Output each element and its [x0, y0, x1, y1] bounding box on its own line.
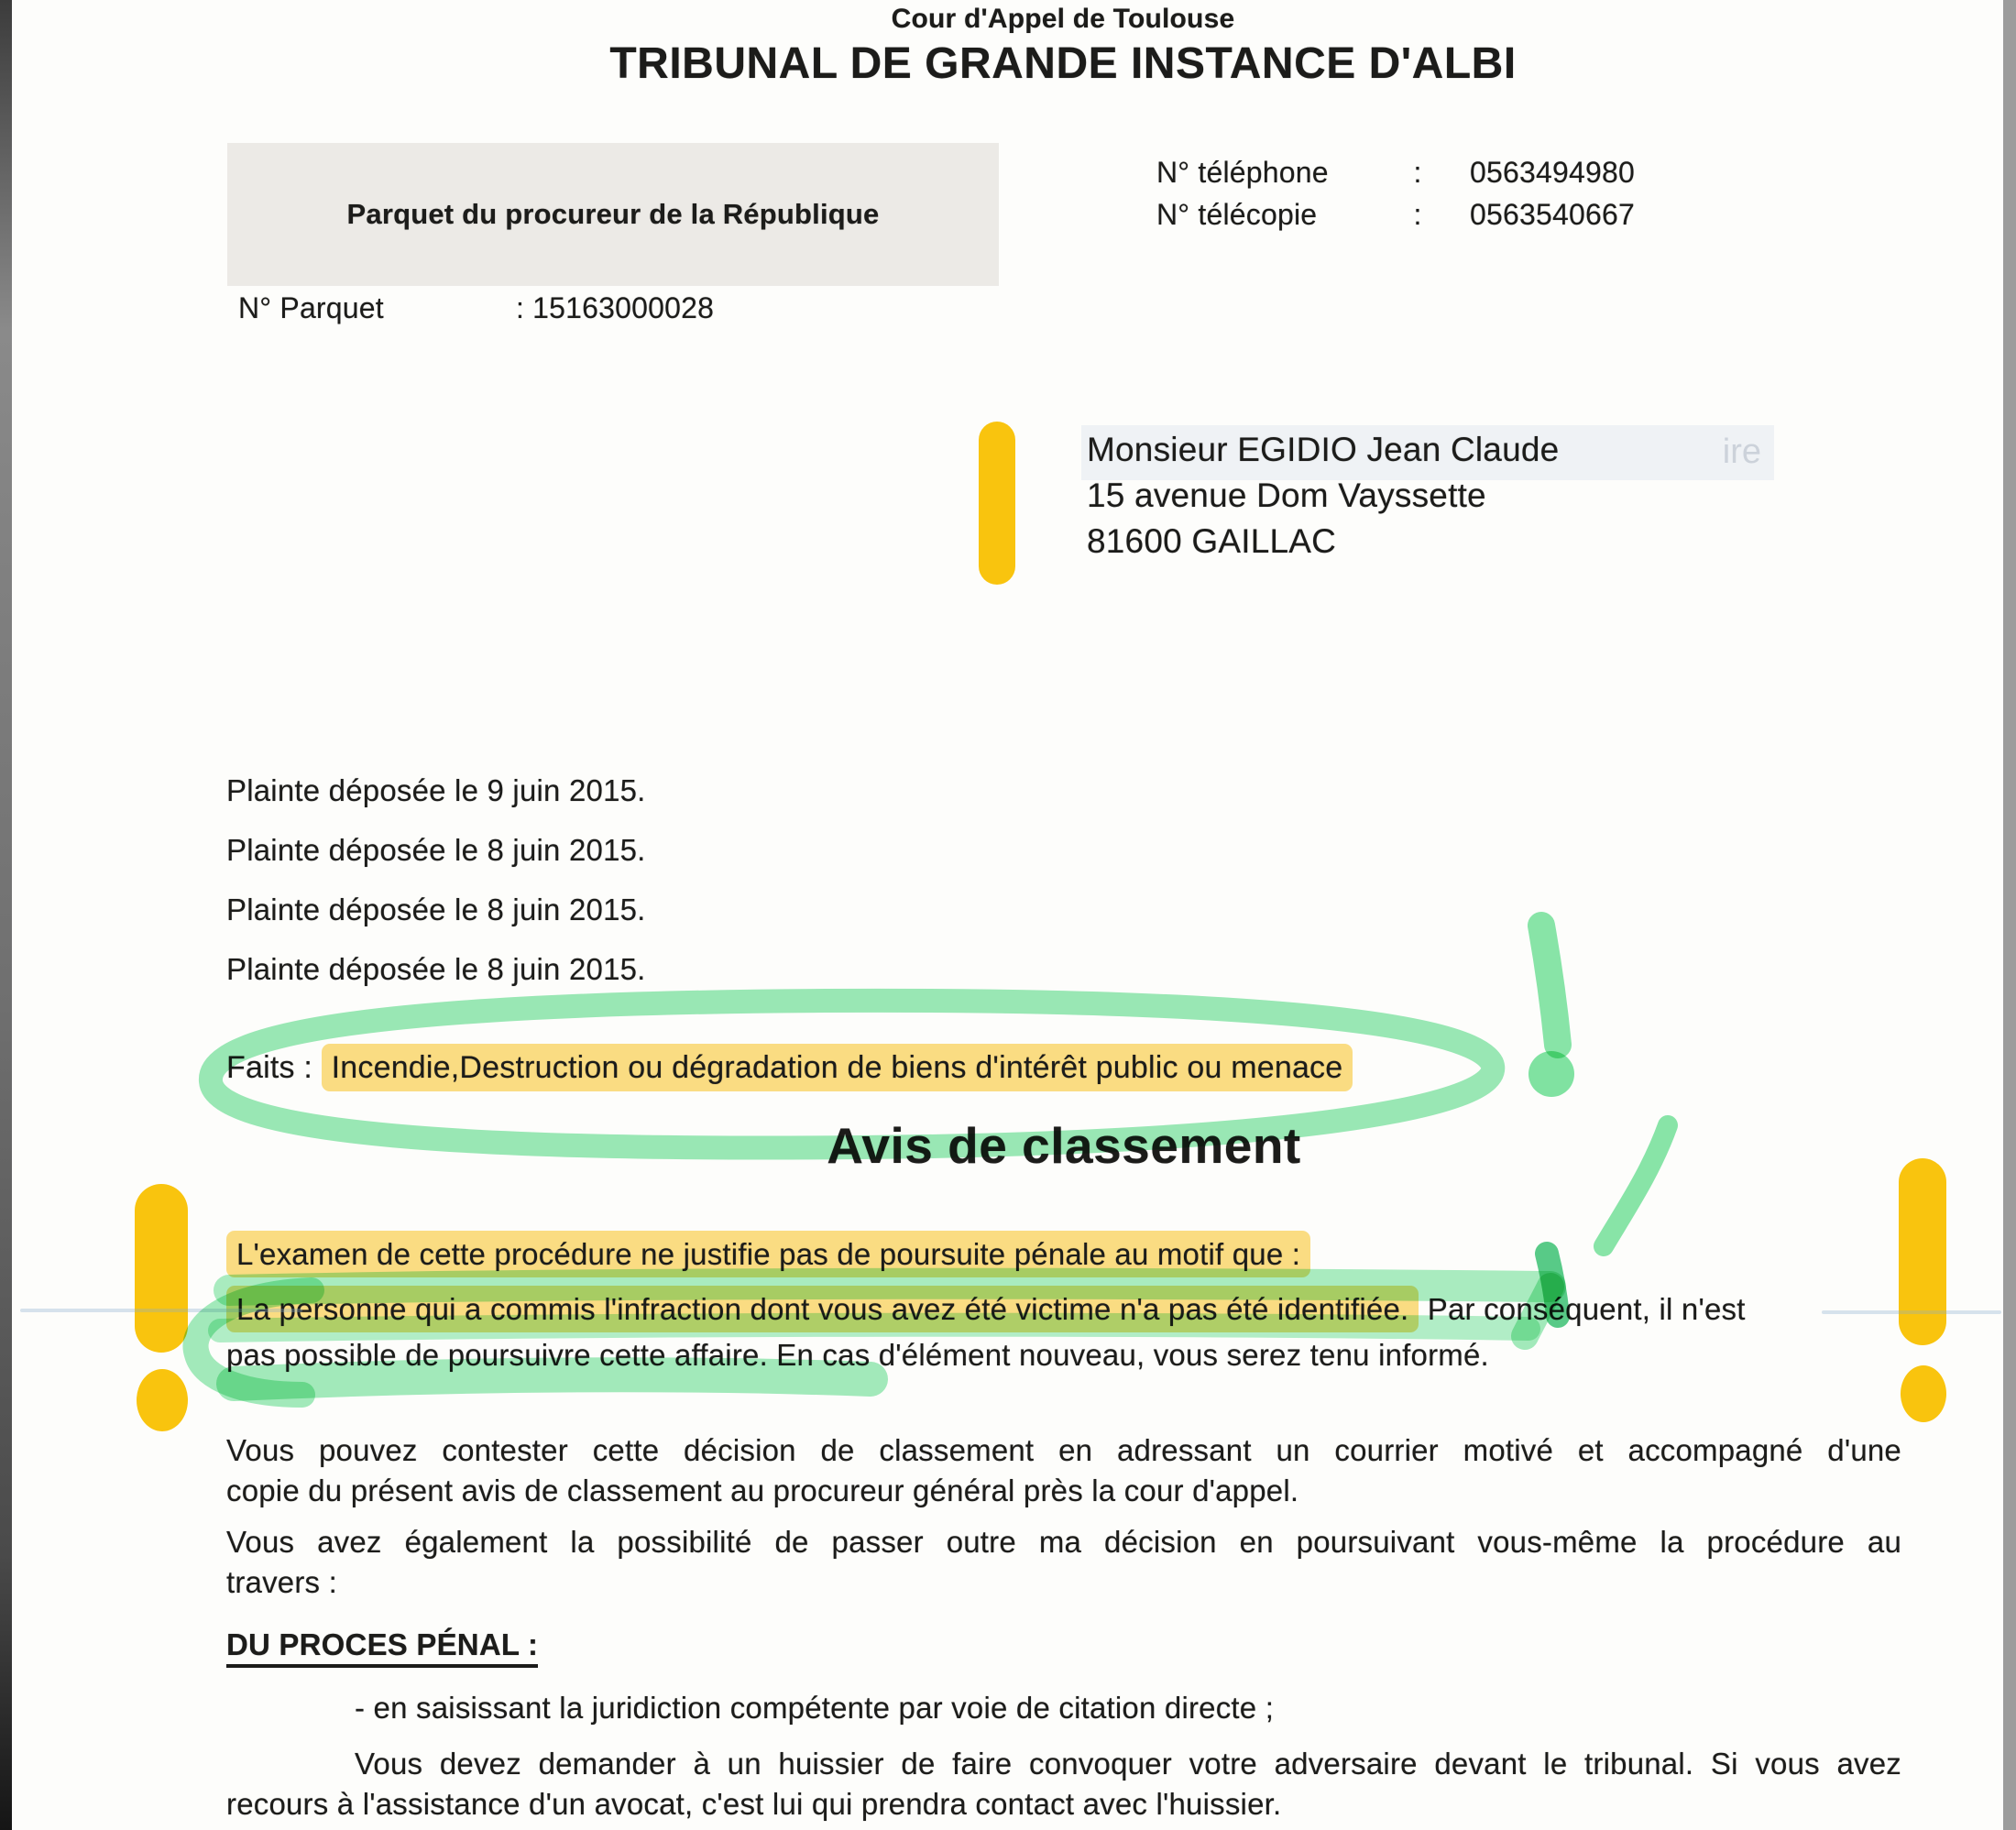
complaint-line: Plainte déposée le 8 juin 2015.	[226, 893, 646, 926]
green-underline-lower	[234, 1375, 871, 1384]
recipient-name: Monsieur EGIDIO Jean Claude	[1087, 431, 1560, 468]
complaint-line: Plainte déposée le 9 juin 2015.	[226, 773, 646, 807]
alternative-paragraph-line1: Vous avez également la possibilité de passer outre ma décision en poursuivant vous-même la procédure au	[226, 1525, 1901, 1559]
yellow-exclamation-bar-left	[135, 1184, 188, 1353]
green-exclamation-dot	[1528, 1051, 1574, 1097]
citation-directe-bullet: - en saisissant la juridiction compétente par voie de citation directe ;	[355, 1691, 1275, 1725]
scan-edge-left	[0, 0, 12, 1830]
court-of-appeal-line: Cour d'Appel de Toulouse	[891, 4, 1235, 34]
yellow-exclamation-bar-right	[1899, 1158, 1946, 1345]
letterhead	[110, 4, 2016, 89]
section-heading-text: DU PROCES PÉNAL :	[226, 1627, 538, 1668]
fax-value: 0563540667	[1470, 198, 1635, 231]
fax-separator: :	[1413, 198, 1422, 231]
phone-label: N° téléphone	[1156, 156, 1329, 189]
facts-line	[226, 1050, 1353, 1086]
facts-highlighted-text: Incendie,Destruction ou dégradation de biens d'intérêt public ou menace	[322, 1044, 1353, 1091]
fold-line-left	[20, 1309, 302, 1312]
parquet-box	[227, 143, 999, 286]
section-heading-proces-penal	[226, 1627, 1901, 1662]
contact-block	[1156, 156, 1635, 232]
complaints-list	[226, 761, 646, 999]
yellow-marker-address-bar	[979, 422, 1015, 585]
yellow-exclamation-dot-left	[137, 1369, 188, 1431]
victim-line-1	[226, 1292, 1746, 1327]
victim-rest-text: Par conséquent, il n'est	[1419, 1292, 1746, 1326]
parquet-number-value: : 15163000028	[516, 291, 715, 324]
victim-line-2: pas possible de poursuivre cette affaire. En cas d'élément nouveau, vous serez tenu informé.	[226, 1338, 1489, 1372]
victim-highlighted-text: La personne qui a commis l'infraction dont vous avez été victime n'a pas été identifiée.	[226, 1286, 1419, 1332]
huissier-paragraph-line1: Vous devez demander à un huissier de faire convoquer votre adversaire devant le tribunal. Si vous avez	[355, 1747, 1901, 1781]
phone-value: 0563494980	[1470, 156, 1635, 189]
phone-separator: :	[1413, 156, 1422, 189]
alternative-paragraph-line2: travers :	[226, 1565, 337, 1599]
complaint-line: Plainte déposée le 8 juin 2015.	[226, 952, 646, 986]
green-exclamation-stroke	[1541, 926, 1558, 1045]
contest-paragraph-line2: copie du présent avis de classement au procureur général près la cour d'appel.	[226, 1474, 1299, 1507]
huissier-paragraph-line2: recours à l'assistance d'un avocat, c'est lui qui prendra contact avec l'huissier.	[226, 1787, 1282, 1821]
recipient-city: 81600 GAILLAC	[1087, 522, 1337, 560]
complaint-line: Plainte déposée le 8 juin 2015.	[226, 833, 646, 867]
parquet-box-label: Parquet du procureur de la République	[346, 198, 880, 230]
tribunal-title: TRIBUNAL DE GRANDE INSTANCE D'ALBI	[609, 39, 1517, 88]
contest-paragraph-line1: Vous pouvez contester cette décision de classement en adressant un courrier motivé et accompagné d'une	[226, 1433, 1901, 1467]
facts-label: Faits :	[226, 1050, 322, 1085]
motive-highlighted-text: L'examen de cette procédure ne justifie pas de poursuite pénale au motif que :	[226, 1231, 1310, 1277]
fax-label: N° télécopie	[1156, 198, 1318, 231]
document-title: Avis de classement	[827, 1117, 1301, 1174]
dismissal-motive-line	[226, 1237, 1310, 1272]
recipient-address	[1087, 427, 1559, 564]
scan-edge-right	[2003, 0, 2016, 1830]
recipient-street: 15 avenue Dom Vayssette	[1087, 477, 1486, 514]
yellow-exclamation-dot-right	[1901, 1365, 1946, 1422]
parquet-number-label: N° Parquet	[238, 291, 384, 324]
fold-line-right	[1822, 1310, 2001, 1314]
show-through-text: ire	[1722, 433, 1761, 471]
